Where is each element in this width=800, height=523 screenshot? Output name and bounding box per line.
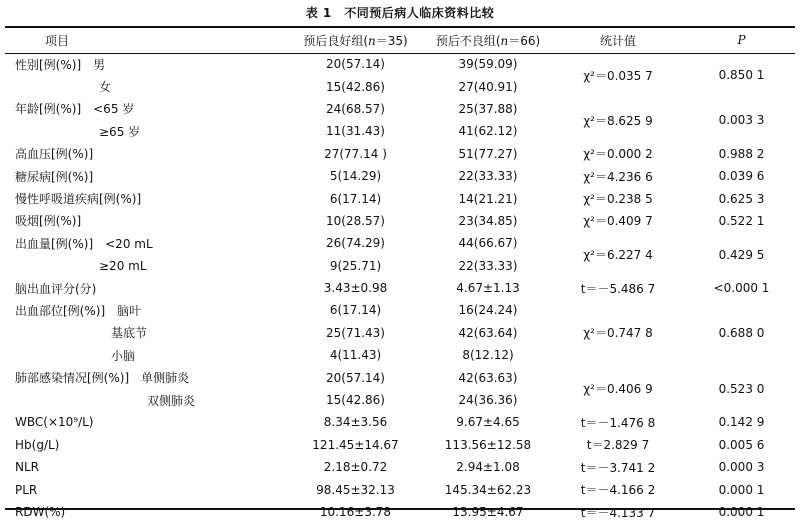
statistic-value: χ²＝6.227 4 — [583, 248, 653, 263]
statistic-value: t＝2.829 7 — [586, 438, 650, 453]
good-group-value: 25(71.43) — [326, 325, 385, 340]
good-group-value: 4(11.43) — [329, 348, 382, 363]
poor-group-value: 27(40.91) — [458, 79, 518, 94]
row-label: 吸烟[例(%)] — [15, 214, 82, 229]
good-group-value: 24(68.57) — [326, 101, 385, 116]
row-label: WBC(×10⁹/L) — [15, 415, 94, 430]
poor-group-value: 25(37.88) — [458, 101, 518, 116]
p-value: 0.688 0 — [718, 325, 765, 340]
good-group-value: 10(28.57) — [326, 213, 385, 228]
header-row — [5, 27, 795, 53]
row-label: 性别[例(%)] 男 — [15, 57, 106, 72]
row-label: Hb(g/L) — [15, 437, 60, 452]
header-poor-group: 预后不良组(n＝66) — [435, 33, 541, 48]
poor-group-value: 113.56±12.58 — [444, 437, 532, 452]
statistic-value: χ²＝0.409 7 — [583, 214, 653, 229]
poor-group-value: 145.34±62.23 — [444, 482, 532, 497]
poor-group-value: 23(34.85) — [458, 213, 518, 228]
p-value: 0.005 6 — [718, 437, 765, 452]
row-label: 糖尿病[例(%)] — [15, 169, 94, 184]
poor-group-value: 22(33.33) — [458, 258, 518, 273]
good-group-value: 8.34±3.56 — [323, 415, 388, 430]
table-title: 表 1 不同预后病人临床资料比较 — [305, 6, 495, 20]
statistic-value: t＝－5.486 7 — [580, 281, 656, 296]
row-label: 年龄[例(%)] <65 岁 — [15, 102, 135, 117]
statistic-value: t＝－3.741 2 — [580, 460, 656, 475]
table-row — [5, 434, 795, 456]
statistic-value: χ²＝8.625 9 — [583, 113, 653, 128]
good-group-value: 15(42.86) — [326, 79, 385, 94]
poor-group-value: 39(59.09) — [458, 57, 518, 72]
table-row — [5, 53, 795, 75]
p-value: 0.850 1 — [718, 68, 765, 83]
poor-group-value: 4.67±1.13 — [456, 281, 520, 296]
good-group-value: 27(77.14 ) — [324, 146, 387, 161]
p-value: 0.522 1 — [718, 213, 765, 228]
poor-group-value: 13.95±4.67 — [452, 505, 524, 519]
poor-group-value: 9.67±4.65 — [456, 415, 520, 430]
statistic-value: χ²＝0.238 5 — [583, 192, 653, 207]
row-label: PLR — [15, 482, 38, 497]
table-row — [5, 277, 795, 299]
table-row — [5, 456, 795, 478]
poor-group-value: 2.94±1.08 — [456, 460, 520, 475]
table-row — [5, 501, 795, 523]
statistic-value: χ²＝0.406 9 — [583, 382, 653, 397]
row-label: 出血部位[例(%)] 脑叶 — [15, 303, 142, 318]
row-label: 高血压[例(%)] — [15, 147, 94, 162]
statistic-value: t＝－4.166 2 — [580, 483, 656, 498]
poor-group-value: 51(77.27) — [458, 146, 518, 161]
good-group-value: 6(17.14) — [329, 191, 382, 206]
good-group-value: 121.45±14.67 — [312, 437, 399, 452]
statistic-value: χ²＝0.035 7 — [583, 68, 653, 83]
header-good-group: 预后良好组(n＝35) — [303, 33, 408, 48]
good-group-value: 2.18±0.72 — [323, 460, 388, 475]
clinical-data-table — [5, 27, 795, 523]
table-row — [5, 232, 795, 254]
good-group-value: 20(57.14) — [326, 370, 385, 385]
header-p-value: P — [737, 33, 746, 47]
p-value: 0.142 9 — [718, 415, 765, 430]
table-row — [5, 143, 795, 165]
good-group-value: 11(31.43) — [326, 124, 385, 139]
p-value: 0.000 1 — [718, 505, 765, 519]
header-statistic: 统计值 — [599, 33, 636, 48]
table-row — [5, 210, 795, 232]
p-value: 0.523 0 — [718, 381, 765, 396]
good-group-value: 10.16±3.78 — [319, 505, 392, 519]
row-label: 脑出血评分(分) — [15, 281, 97, 296]
p-value: <0.000 1 — [713, 281, 770, 296]
p-value: 0.988 2 — [718, 146, 765, 161]
p-value: 0.429 5 — [718, 247, 765, 262]
row-label: 肺部感染情况[例(%)] 单侧肺炎 — [15, 371, 190, 386]
table-row — [5, 366, 795, 388]
poor-group-value: 44(66.67) — [458, 236, 518, 251]
row-label: 女 — [15, 80, 112, 95]
good-group-value: 98.45±32.13 — [316, 482, 395, 497]
table-row — [5, 478, 795, 500]
row-label: 出血量[例(%)] <20 mL — [15, 236, 153, 251]
row-label: 双侧肺炎 — [15, 393, 196, 408]
statistic-value: t＝－1.476 8 — [580, 415, 656, 430]
p-value: 0.003 3 — [718, 113, 765, 128]
p-value: 0.039 6 — [718, 169, 765, 184]
table-row — [5, 299, 795, 321]
statistic-value: χ²＝0.000 2 — [583, 147, 653, 162]
poor-group-value: 8(12.12) — [462, 348, 514, 363]
good-group-value: 26(74.29) — [326, 236, 385, 251]
row-label: 基底节 — [15, 326, 148, 341]
good-group-value: 6(17.14) — [329, 303, 382, 318]
good-group-value: 3.43±0.98 — [323, 281, 388, 296]
row-label: RDW(%) — [15, 505, 66, 519]
row-label: ≥65 岁 — [15, 124, 141, 139]
statistic-value: t＝－4.133 7 — [580, 505, 656, 520]
poor-group-value: 22(33.33) — [458, 169, 518, 184]
poor-group-value: 16(24.24) — [458, 303, 518, 318]
table-row — [5, 165, 795, 187]
poor-group-value: 42(63.63) — [458, 370, 518, 385]
p-value: 0.000 1 — [718, 482, 765, 497]
table-row — [5, 411, 795, 433]
good-group-value: 9(25.71) — [329, 258, 382, 273]
good-group-value: 20(57.14) — [326, 57, 385, 72]
poor-group-value: 24(36.36) — [458, 393, 518, 408]
good-group-value: 5(14.29) — [329, 169, 382, 184]
statistic-value: χ²＝0.747 8 — [583, 326, 653, 341]
poor-group-value: 41(62.12) — [458, 124, 518, 139]
row-label: NLR — [15, 460, 39, 475]
table-row — [5, 98, 795, 120]
p-value: 0.625 3 — [718, 191, 765, 206]
row-label: ≥20 mL — [15, 259, 147, 274]
good-group-value: 15(42.86) — [326, 393, 385, 408]
header-item: 项目 — [45, 33, 70, 48]
poor-group-value: 42(63.64) — [458, 325, 518, 340]
p-value: 0.000 3 — [718, 460, 765, 475]
row-label: 慢性呼吸道疾病[例(%)] — [15, 192, 142, 207]
poor-group-value: 14(21.21) — [458, 191, 518, 206]
statistic-value: χ²＝4.236 6 — [583, 169, 653, 184]
row-label: 小脑 — [15, 348, 136, 363]
table-row — [5, 187, 795, 209]
